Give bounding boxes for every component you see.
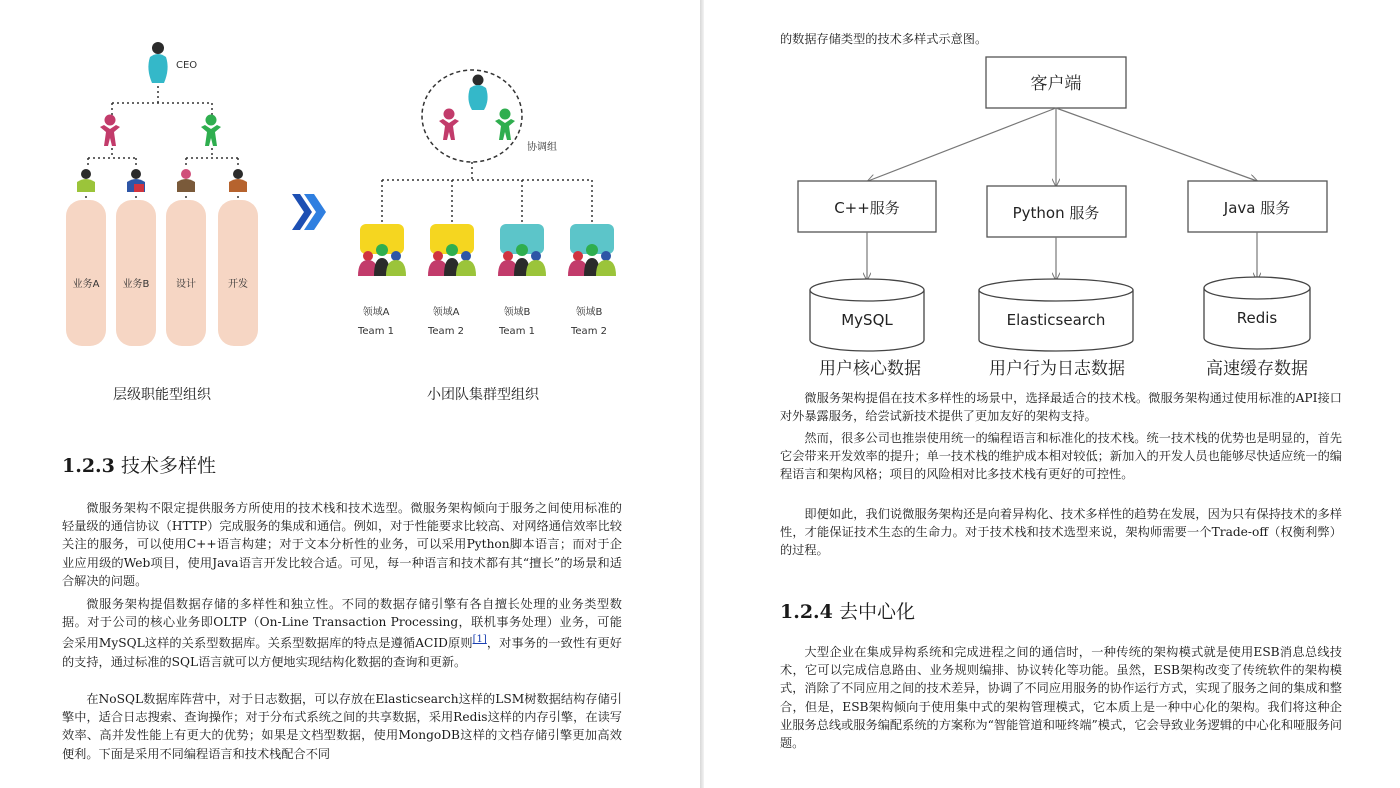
section-heading-1-2-4 <box>780 597 915 624</box>
section-heading-1-2-3 <box>62 451 216 478</box>
manager-figure-right <box>201 115 221 147</box>
team-domain-2: 领域A <box>432 307 460 318</box>
right-page <box>704 0 1400 788</box>
reference-link[interactable]: [1] <box>472 634 487 646</box>
dept-label-dev: 开发 <box>228 279 248 290</box>
database-label-elasticsearch: Elasticsearch <box>1006 311 1106 329</box>
section-title-text-r: 去中心化 <box>838 601 915 623</box>
team-domain-3: 领域B <box>503 307 531 318</box>
manager-figure-left <box>100 115 120 147</box>
team-name-3: Team 1 <box>499 326 535 337</box>
paragraph-r2: 然而，很多公司也推崇使用统一的编程语言和标准化的技术栈。统一技术栈的优势也是明显的，首先它会带来开发效率的提升；单一技术栈的维护成本相对较低；新加入的开发人员也能够尽快适应统一的编程语言和架构风格；项目的风险相对比多技术栈有更好的可控性。 <box>780 431 1342 482</box>
paragraph-2 <box>62 595 622 671</box>
team-name-1: Team 1 <box>358 326 394 337</box>
transition-arrow-icon <box>292 194 326 230</box>
dept-label-design: 设计 <box>176 279 196 290</box>
coordination-group-label: 协调组 <box>527 142 557 153</box>
dept-columns <box>66 200 258 346</box>
database-label-mysql: MySQL <box>841 311 893 329</box>
section-number-r: 1.2.4 <box>780 601 833 623</box>
paragraph-1: 微服务架构不限定提供服务方所使用的技术栈和技术选型。微服务架构倾向于服务之间使用标准的轻量级的通信协议（HTTP）完成服务的集成和通信。例如，对于性能要求比较高、对网络通信效率比较关注的服务，可以使用C++语言构建；对于文本分析性的业务，可以采用Python脚本语言；而对于企业应用级的Web项目，使用Java语言开发比较合适。可见，每一种语言和技术都有其“擅长”的场景和适合解决的问题。 <box>62 501 622 588</box>
team-blocks <box>358 224 616 276</box>
db-caption-cache: 高速缓存数据 <box>1206 359 1308 379</box>
dept-label-a: 业务A <box>72 279 100 290</box>
paragraph-r1: 微服务架构提倡在技术多样性的场景中，选择最适合的技术栈。微服务架构通过使用标准的API接口对外暴露服务，给尝试新技术提供了更加友好的架构支持。 <box>780 391 1342 424</box>
team-name-4: Team 2 <box>571 326 607 337</box>
caption-hierarchical: 层级职能型组织 <box>113 387 211 403</box>
db-caption-core: 用户核心数据 <box>819 359 921 379</box>
db-caption-log: 用户行为日志数据 <box>989 359 1125 379</box>
section-number: 1.2.3 <box>62 455 115 477</box>
dept-head-figures <box>77 169 247 192</box>
database-label-redis: Redis <box>1236 309 1278 327</box>
paragraph-3: 在NoSQL数据库阵营中，对于日志数据，可以存放在Elasticsearch这样的LSM树数据结构存储引擎中，适合日志搜索、查询操作；对于分布式系统之间的共享数据，采用Redis这样的内存引擎，在读写效率、高并发性能上有更大的优势；如果是文档型数据，使用MongoDB这样的文档存储引擎更加高效便利。下面是采用不同编程语言和技术栈配合不同 <box>62 692 622 761</box>
continued-line: 的数据存储类型的技术多样式示意图。 <box>780 32 988 46</box>
ceo-figure <box>148 42 167 83</box>
paragraph-r3: 即便如此，我们说微服务架构还是向着异构化、技术多样性的趋势在发展，因为只有保持技术的多样性，才能保证技术生态的生命力。对于技术栈和技术选型来说，架构师需要一个Trade-off（权衡利弊）的过程。 <box>780 507 1342 558</box>
team-name-2: Team 2 <box>428 326 464 337</box>
team-domain-1: 领域A <box>362 307 390 318</box>
ceo-label: CEO <box>176 60 198 71</box>
caption-team-cluster: 小团队集群型组织 <box>427 387 539 403</box>
team-domain-4: 领域B <box>575 307 603 318</box>
paragraph-2-tail: ，对事务的一致性有更好的支持，通过标准的SQL语言就可以方便地实现结构化数据的查询和更新。 <box>62 636 622 669</box>
tech-diversity-diagram <box>704 0 1400 385</box>
service-label-python: Python 服务 <box>1012 204 1100 222</box>
org-structure-diagram <box>0 0 700 430</box>
service-label-cpp: C++服务 <box>834 199 900 217</box>
paragraph-2-text: 微服务架构提倡数据存储的多样性和独立性。不同的数据存储引擎有各自擅长处理的业务类型数据。对于公司的核心业务即OLTP（On-Line Transaction Processing，联机事务处理）业务，可能会采用MySQL这样的关系型数据库。关系型数据库的特点是遵循ACID原则 <box>62 597 622 651</box>
client-label: 客户端 <box>1030 74 1082 94</box>
dept-label-b: 业务B <box>122 279 150 290</box>
paragraph-r4: 大型企业在集成异构系统和完成进程之间的通信时，一种传统的架构模式就是使用ESB消息总线技术，它可以完成信息路由、业务规则编排、协议转化等功能。虽然，ESB架构改变了传统软件的架构模式，消除了不同应用之间的技术差异，协调了不同应用服务的协作运行方式，实现了服务之间的集成和整合，但是，ESB架构倾向于使用集中式的架构管理模式，它本质上是一种中心化的架构。我们将这种企业服务总线或服务编配系统的方案称为“智能管道和哑终端”模式，它会导致业务逻辑的中心化和哑服务问题。 <box>780 645 1342 751</box>
service-label-java: Java 服务 <box>1223 199 1291 217</box>
section-title-text: 技术多样性 <box>120 455 216 477</box>
